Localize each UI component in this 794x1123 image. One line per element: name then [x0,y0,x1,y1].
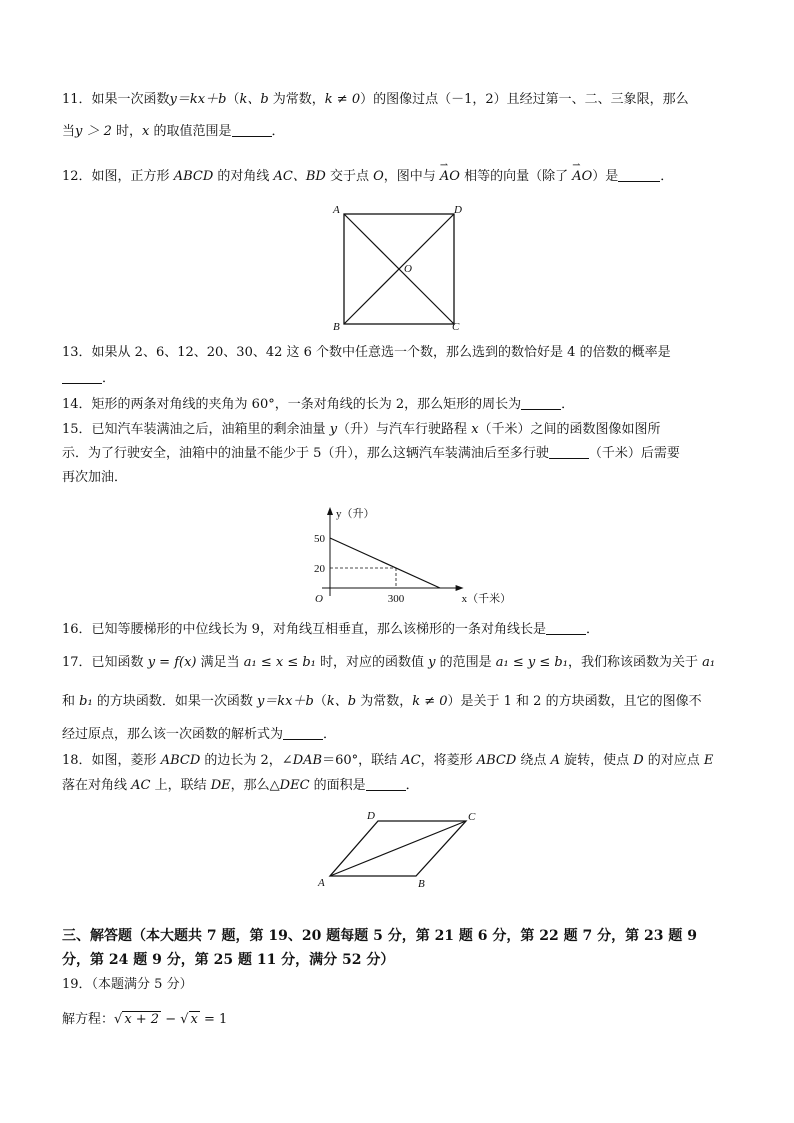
q19-radicand-1: x + 2 [124,1012,160,1027]
q18-text: 落在对角线 [62,778,132,793]
section3-heading-line1 [62,927,697,945]
q19-minus: − [161,1012,181,1027]
q17-text: 时，对应的函数值 [315,655,429,670]
q17-answer-blank[interactable] [283,739,323,740]
q18-point-e: E [703,753,714,768]
q17-text: 经过原点，那么该一次函数的解析式为 [62,727,284,742]
q12-end: ． [660,169,674,184]
vertex-label-b: B [418,878,425,890]
q15-line3 [62,469,127,487]
q18-text: ，将菱形 [420,753,477,768]
y-axis-arrow [327,507,333,515]
q11-answer-blank[interactable] [232,136,272,137]
q13-text: 13．如果从 2、6、12、20、30、42 这 6 个数中任意选一个数，那么选到的数恰好是 4 的倍数的概率是 [62,345,671,360]
q15-xvar: x [471,422,479,437]
q17-constants: k、b [326,694,357,709]
q18-line2 [62,777,419,795]
q19-radicand-2: x [190,1012,198,1027]
q18-text: 旋转，使点 [559,753,634,768]
q17-text: 和 [62,694,80,709]
x-axis-arrow [456,585,464,591]
q17-b1: b₁ [79,694,93,709]
q17-x-range: a₁ ≤ x ≤ b₁ [243,655,316,670]
q12-text: ，图中与 [383,169,440,184]
q15-text: （升）与汽车行驶路程 [337,422,472,437]
q15-text: 再次加油． [62,470,128,485]
q18-rhombus: ABCD [476,753,517,768]
q17-text: （ [313,694,327,709]
q15-fuel-chart [300,488,512,608]
q16-line [62,621,599,639]
q14-answer-blank[interactable] [521,409,561,410]
q12-square-figure [330,200,470,333]
q17-text: 的范围是 [435,655,496,670]
q14-line [62,396,574,414]
q17-text: ，我们称该函数为关于 [567,655,703,670]
q18-end: ． [405,778,419,793]
q18-text: 18．如图，菱形 [62,753,161,768]
q12-point: O [373,169,384,184]
q17-line1 [62,654,715,672]
q12-text: 的对角线 [213,169,274,184]
q17-yvar: y [428,655,436,670]
vertex-label-c: C [468,811,476,823]
q15-line2 [62,445,680,463]
q17-text: ）是关于 1 和 2 的方块函数，且它的图像不 [447,694,702,709]
q13-line2 [62,370,115,388]
q11-text: 的取值范围是 [149,124,232,139]
q17-end: ． [323,727,337,742]
q12-vector-ao: ⇀ AO [440,168,460,186]
q11-line2 [62,123,285,141]
q19-prompt: 解方程： [62,1012,115,1027]
q18-rhombus-figure [318,808,488,888]
sqrt-sign: √ [114,1012,123,1027]
q12-line [62,168,673,186]
q11-text: 时， [111,124,143,139]
q16-end: ． [585,622,599,637]
q18-answer-blank[interactable] [366,790,406,791]
q11-function: y＝kx＋b [169,92,227,107]
q15-text: 示．为了行驶安全，油箱中的油量不能少于 5（升），那么这辆汽车装满油后至多行驶 [62,446,549,461]
q18-ac: AC [131,778,151,793]
vertex-label-a: A [333,204,340,216]
q11-text: 11．如果一次函数 [62,92,170,107]
x-tick-label: 300 [387,593,405,605]
q15-text: （千米）之间的函数图像如图所 [478,422,661,437]
q17-text: 的方块函数．如果一次函数 [92,694,257,709]
q17-linear-function: y＝kx＋b [256,694,314,709]
q14-text: 14．矩形的两条对角线的夹角为 60°，一条对角线的长为 2，那么矩形的周长为 [62,397,522,412]
q18-line1 [62,752,713,770]
q17-text: 满足当 [196,655,244,670]
q12-text: 相等的向量（除了 [459,169,573,184]
q12-text: 交于点 [325,169,374,184]
q19-head [62,976,193,994]
q11-inequality: y ＞ 2 [75,124,112,139]
q19-equation-line [62,1011,227,1029]
q11-constants: k、b [239,92,269,107]
q13-answer-blank[interactable] [62,383,102,384]
center-label-o: O [404,263,412,275]
q16-answer-blank[interactable] [546,634,586,635]
q18-angle: DAB [292,753,323,768]
q17-text: 为常数， [356,694,413,709]
vertex-label-a: A [318,877,325,889]
q18-point-d: D [633,753,644,768]
q12-vector-ao: ⇀ AO [572,168,592,186]
section3-heading-line2 [62,951,394,969]
q12-square: ABCD [173,169,214,184]
q18-dec: DEC [279,778,310,793]
q11-line1 [62,91,689,109]
diagonal-ac [330,821,466,876]
q18-text: 的面积是 [309,778,366,793]
q13-end: ． [102,371,116,386]
q18-de: DE [210,778,231,793]
sqrt-sign: √ [180,1012,189,1027]
q18-text: ，那么△ [230,778,280,793]
q18-text: 的对应点 [643,753,704,768]
q19-rhs: = 1 [199,1012,228,1027]
q17-condition: k ≠ 0 [412,694,448,709]
q15-answer-blank[interactable] [549,458,589,459]
section3-heading: 三、解答题（本大题共 7 题，第 19、20 题每题 5 分，第 21 题 6 分，第 22 题 7 分，第 23 题 9 [62,928,697,944]
q11-text: 为常数， [268,92,325,107]
q18-ac: AC [401,753,421,768]
q15-yvar: y [329,422,338,437]
q18-rhombus: ABCD [160,753,201,768]
q18-text: 绕点 [516,753,551,768]
q17-line3 [62,726,336,744]
q11-end: ． [271,124,285,139]
q17-line2 [62,693,702,711]
q18-text: 上，联结 [150,778,211,793]
vertex-label-d: D [454,204,462,216]
fuel-line [330,538,440,588]
q17-y-range: a₁ ≤ y ≤ b₁ [495,655,568,670]
vertex-label-d: D [367,810,375,822]
vertex-label-c: C [452,321,460,333]
q18-text: 的边长为 2，∠ [200,753,293,768]
q17-function: y = f(x) [147,655,197,670]
q11-text: ）的图像过点（－1，2）且经过第一、二、三象限，那么 [360,92,689,107]
q17-a1: a₁ [702,655,716,670]
q18-text: ＝60°，联结 [322,753,402,768]
y-tick-label: 50 [314,533,325,545]
q12-diagonals: AC、BD [273,169,326,184]
q18-point-a: A [550,753,560,768]
q15-text: （千米）后需要 [588,446,680,461]
x-axis-label: x（千米） [461,593,512,605]
q15-line1 [62,421,661,439]
q17-text: 17．已知函数 [62,655,148,670]
q14-end: ． [561,397,575,412]
vertex-label-b: B [333,321,340,333]
y-tick-label: 20 [314,563,325,575]
origin-label: O [315,593,323,605]
q15-text: 15．已知汽车装满油之后，油箱里的剩余油量 [62,422,330,437]
q16-text: 16．已知等腰梯形的中位线长为 9，对角线互相垂直，那么该梯形的一条对角线长是 [62,622,546,637]
q11-text: （ [226,92,240,107]
q11-variable: x [142,124,150,139]
q12-text: ）是 [592,169,619,184]
q19-title: 19．（本题满分 5 分） [62,977,193,992]
q11-text: 当 [62,124,76,139]
q12-answer-blank[interactable] [618,181,660,182]
q13-line1 [62,344,671,362]
y-axis-label: y（升） [336,508,375,520]
q12-text: 12．如图，正方形 [62,169,174,184]
section3-heading: 分，第 24 题 9 分，第 25 题 11 分，满分 52 分） [62,952,395,968]
q11-condition: k ≠ 0 [324,92,361,107]
